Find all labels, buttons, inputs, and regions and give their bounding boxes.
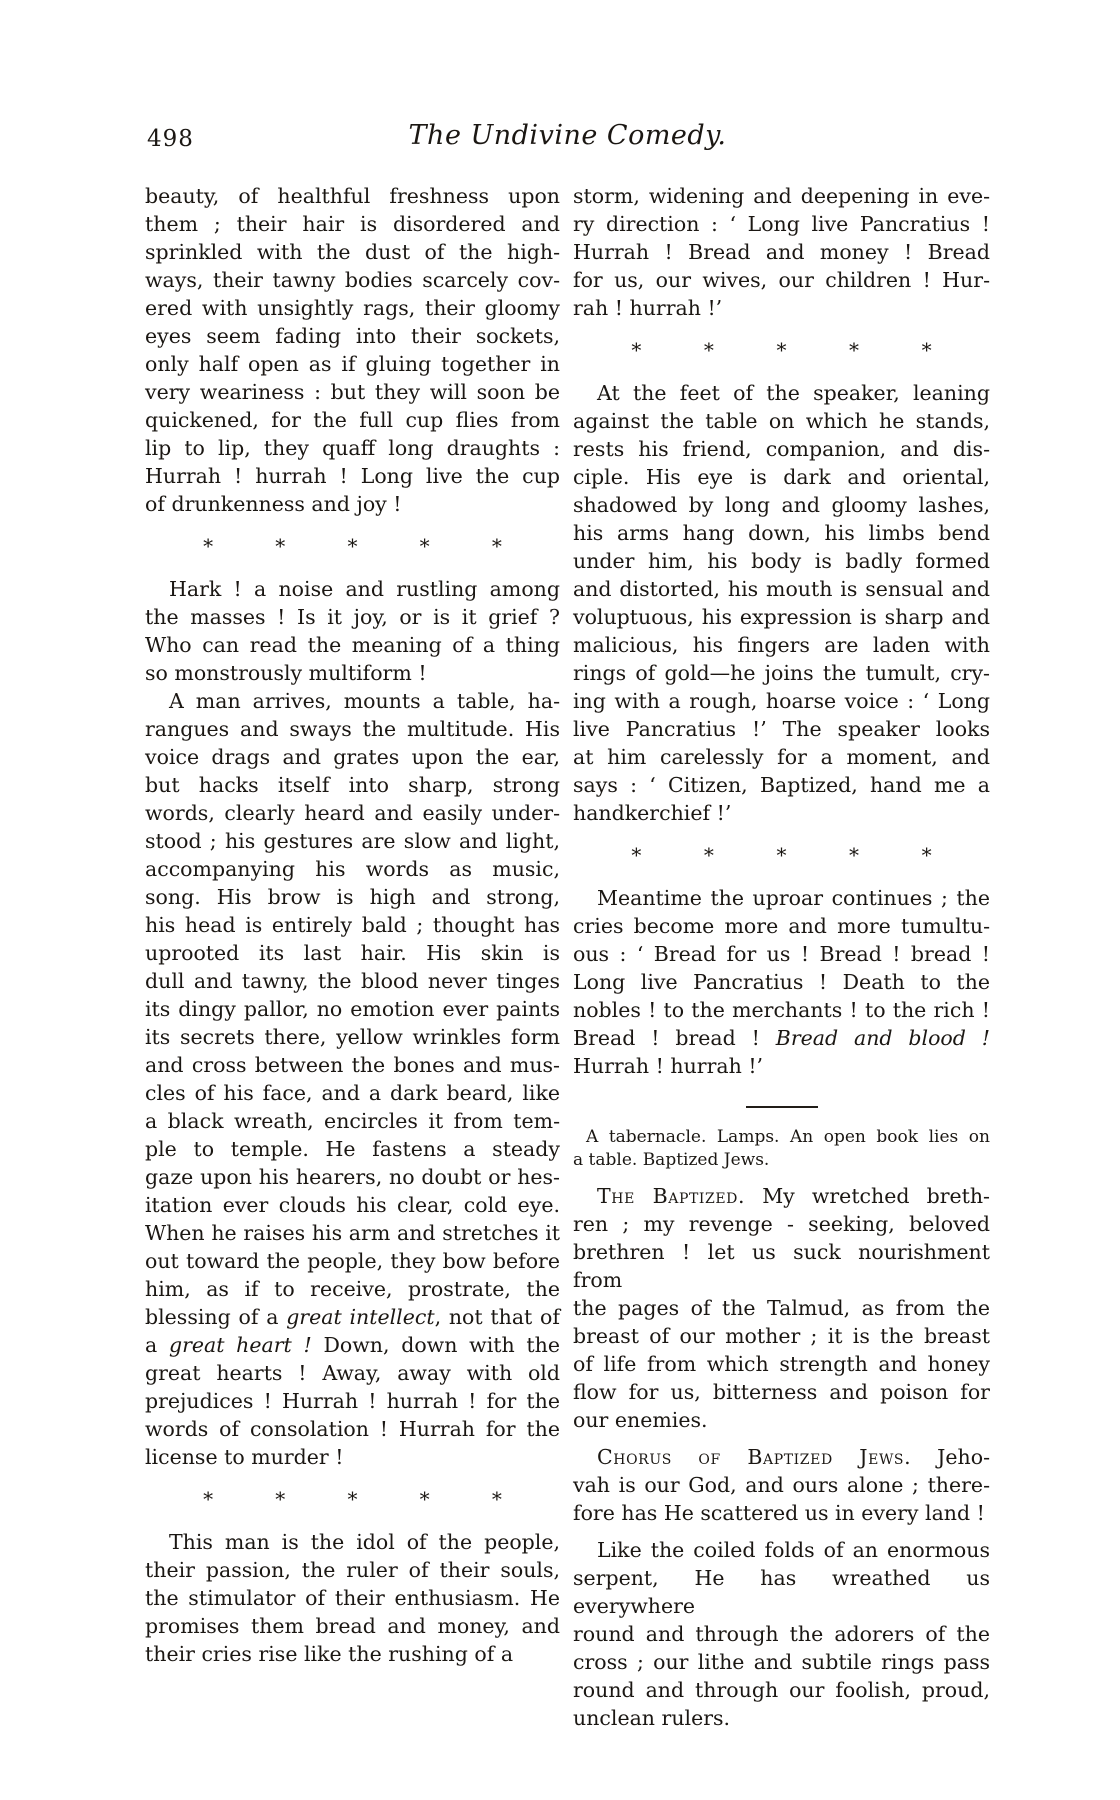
paragraph [573,884,990,1080]
text-line: Like the coiled folds of an enormous [597,1538,990,1562]
text-line: cles of his face, and a dark beard, like [145,1081,560,1105]
text-line: A man arrives, mounts a table, ha- [169,689,560,713]
text-line: Long live Pancratius ! Death to the [573,970,990,994]
text-line: dull and tawny, the blood never tinges [145,969,560,993]
text-line: The Baptized. My wretched breth- [597,1184,990,1208]
page-number: 498 [147,126,194,152]
text-line: ciple. His eye is dark and oriental, [573,465,990,489]
page-content [145,118,990,1732]
text-line: beauty, of healthful freshness upon [145,184,560,208]
scene-separator-asterisks [631,336,931,364]
text-line: stood ; his gestures are slow and light, [145,829,560,853]
text-line: only half open as if gluing together in [145,352,560,376]
text-line: ple to temple. He fastens a steady [145,1137,560,1161]
text-line: voice drags and grates upon the ear, [145,745,560,769]
text-line: sprinkled with the dust of the high- [145,240,560,264]
text-line: out toward the people, they bow before [145,1249,560,1273]
text-line: breast of our mother ; it is the breast [573,1324,990,1348]
text-line: them ; their hair is disordered and [145,212,560,236]
text-line: license to murder ! [145,1445,344,1469]
paragraph [573,1182,990,1434]
scene-separator-asterisks [203,532,502,560]
text-line: says : ‘ Citizen, Baptized, hand me a [573,773,990,797]
paragraph [573,1536,990,1732]
text-line: ren ; my revenge - seeking, beloved [573,1212,990,1236]
text-line: song. His brow is high and strong, [145,885,560,909]
text-line: his head is entirely bald ; thought has [145,913,560,937]
speaker-name: Chorus of Baptized Jews. [597,1445,912,1469]
text-line: shadowed by long and gloomy lashes, [573,493,990,517]
text-line: fore has He scattered us in every land ! [573,1501,985,1525]
asterisk-row: * * * * * [631,338,932,362]
text-line: vah is our God, and ours alone ; there- [573,1473,990,1497]
text-line: ing with a rough, hoarse voice : ‘ Long [573,689,990,713]
speaker-name: The Baptized. [597,1184,746,1208]
text-line: a black wreath, encircles it from tem- [145,1109,560,1133]
text-line: ered with unsightly rags, their gloomy [145,296,560,320]
text-line: Meantime the uproar continues ; the [597,886,990,910]
asterisk-row: * * * * * [631,843,932,867]
text-line: serpent, He has wreathed us everywhere [573,1566,990,1618]
text-line: prejudices ! Hurrah ! hurrah ! for the [145,1389,560,1413]
text-line: but hacks itself into sharp, strong [145,773,560,797]
stage-direction [573,1126,990,1172]
text-line: round and through our foolish, proud, [573,1678,990,1702]
text-line: a table. Baptized Jews. [573,1150,770,1170]
text-line: round and through the adorers of the [573,1622,990,1646]
paragraph [145,1528,560,1668]
text-line: accompanying his words as music, [145,857,560,881]
text-line: eyes seem fading into their sockets, [145,324,560,348]
left-column [145,182,560,1732]
text-line: This man is the idol of the people, [169,1530,560,1554]
text-line: words, clearly heard and easily under- [145,801,560,825]
text-line: handkerchief !’ [573,801,732,825]
paragraph [145,575,560,687]
paragraph [145,687,560,1471]
text-line: its dingy pallor, no emotion ever paints [145,997,560,1021]
running-title: The Undivine Comedy. [408,120,727,151]
scene-separator-asterisks [631,841,931,869]
text-line: their cries rise like the rushing of a [145,1642,514,1666]
text-line: for us, our wives, our children ! Hur- [573,268,990,292]
text-line: malicious, his fingers are laden with [573,633,990,657]
text-line: itation ever clouds his clear, cold eye. [145,1193,560,1217]
text-line: ry direction : ‘ Long live Pancratius ! [573,212,990,236]
page-header [145,118,990,164]
right-column [573,182,990,1732]
text-line: him, as if to receive, prostrate, the [145,1277,560,1301]
two-column-text [145,182,990,1732]
text-line: Hurrah ! hurrah ! Long live the cup [145,464,560,488]
text-line: the masses ! Is it joy, or is it grief ? [145,605,560,629]
text-line: rah ! hurrah !’ [573,296,723,320]
paragraph [573,182,990,322]
text-line: promises them bread and money, and [145,1614,560,1638]
text-line: words of consolation ! Hurrah for the [145,1417,560,1441]
text-line: ways, their tawny bodies scarcely cov- [145,268,560,292]
text-line: quickened, for the full cup flies from [145,408,560,432]
text-line: great hearts ! Away, away with old [145,1361,560,1385]
text-line: very weariness : but they will soon be [145,380,560,404]
text-line: against the table on which he stands, [573,409,990,433]
text-line: Who can read the meaning of a thing [145,633,560,657]
text-line: and cross between the bones and mus- [145,1053,560,1077]
text-line: rangues and sways the multitude. His [145,717,560,741]
text-line: and distorted, his mouth is sensual and [573,577,990,601]
text-line: cross ; our lithe and subtile rings pass [573,1650,990,1674]
text-line: brethren ! let us suck nourishment from [573,1240,990,1292]
text-line: voluptuous, his expression is sharp and [573,605,990,629]
text-line: blessing of a great intellect, not that of [145,1305,560,1329]
paragraph [573,1443,990,1527]
scene-separator-asterisks [203,1485,502,1513]
text-line: ous : ‘ Bread for us ! Bread ! bread ! [573,942,990,966]
text-line: Hark ! a noise and rustling among [169,577,560,601]
text-line: so monstrously multiform ! [145,661,427,685]
text-line: rests his friend, companion, and dis- [573,437,990,461]
text-line: at him carelessly for a moment, and [573,745,990,769]
text-line: their passion, the ruler of their souls, [145,1558,560,1582]
text-line: nobles ! to the merchants ! to the rich ! [573,998,990,1022]
paragraph [573,379,990,827]
text-line: the stimulator of their enthusiasm. He [145,1586,560,1610]
text-line: under him, his body is badly formed [573,549,990,573]
text-line: Chorus of Baptized Jews. Jeho- [597,1445,990,1469]
text-line: of life from which strength and honey [573,1352,990,1376]
text-line: our enemies. [573,1408,708,1432]
text-line: cries become more and more tumultu- [573,914,990,938]
text-line: lip to lip, they quaff long draughts : [145,436,560,460]
text-line: At the feet of the speaker, leaning [597,381,990,405]
text-line: gaze upon his hearers, no doubt or hes- [145,1165,560,1189]
text-line: unclean rulers. [573,1706,731,1730]
text-line: Bread ! bread ! Bread and blood ! [573,1026,991,1050]
asterisk-row: * * * * * [203,1487,502,1511]
text-line: flow for us, bitterness and poison for [573,1380,990,1404]
text-line: A tabernacle. Lamps. An open book lies on [586,1127,990,1147]
text-line: his arms hang down, his limbs bend [573,521,990,545]
paragraph [145,182,560,518]
text-line: its secrets there, yellow wrinkles form [145,1025,560,1049]
scene-break-rule [746,1106,818,1108]
text-line: Hurrah ! hurrah !’ [573,1054,764,1078]
text-line: the pages of the Talmud, as from the [573,1296,990,1320]
text-line: storm, widening and deepening in eve- [573,184,990,208]
text-line: of drunkenness and joy ! [145,492,402,516]
text-line: uprooted its last hair. His skin is [145,941,560,965]
text-line: rings of gold—he joins the tumult, cry- [573,661,990,685]
text-line: a great heart ! Down, down with the [145,1333,560,1357]
text-line: Hurrah ! Bread and money ! Bread [573,240,990,264]
text-line: When he raises his arm and stretches it [145,1221,560,1245]
text-line: live Pancratius !’ The speaker looks [573,717,990,741]
asterisk-row: * * * * * [203,534,502,558]
